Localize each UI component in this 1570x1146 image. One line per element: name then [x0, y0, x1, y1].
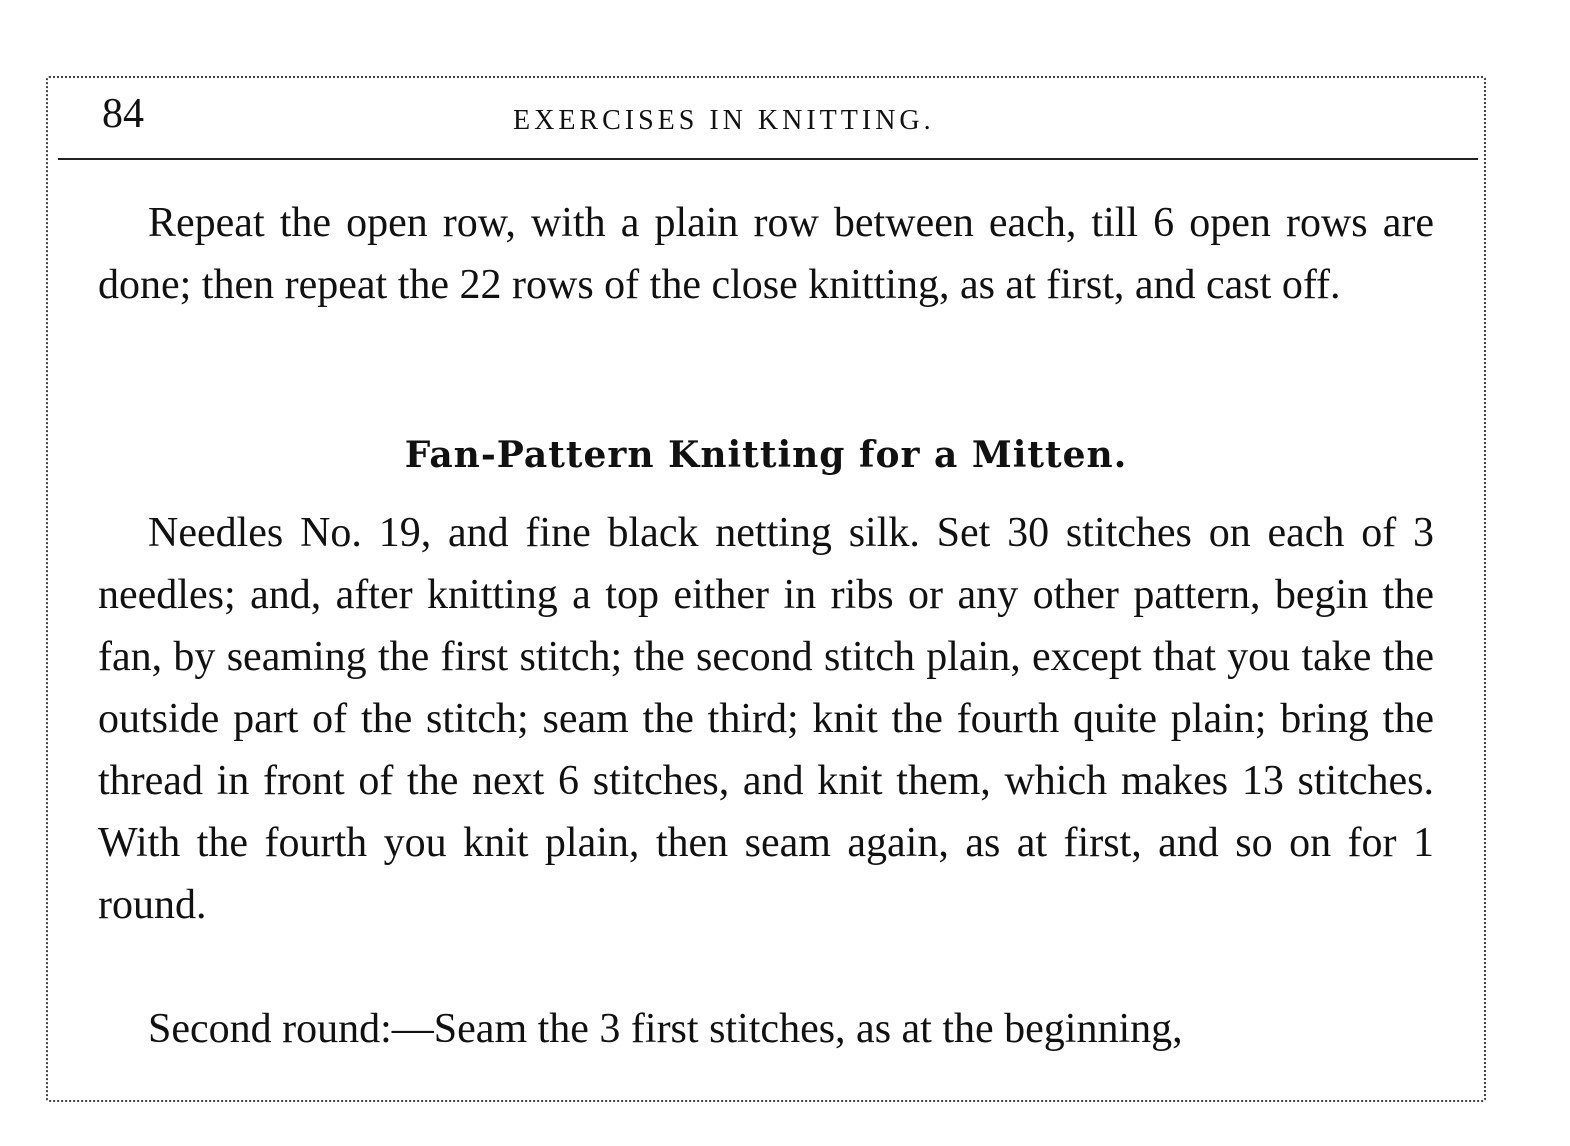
header-rule	[58, 158, 1478, 160]
paragraph-text: Needles No. 19, and fine black netting silk. Set 30 stitches on each of 3 needles; and, after knitting a top either in ribs or any other pattern, begin the fan, by seaming the first stitch; the second stitch plain, except that you take the outside part of the stitch; seam the third; knit the fourth quite plain; bring the thread in front of the next 6 stitches, and knit them, which makes 13 stitches. With the fourth you knit plain, then seam again, as at first, and so on for 1 round.	[98, 510, 1434, 928]
paragraph-open-rows	[98, 192, 1434, 316]
running-title: EXERCISES IN KNITTING.	[513, 105, 935, 136]
page-number: 84	[102, 91, 144, 137]
section-heading: Fan-Pattern Knitting for a Mitten.	[404, 434, 1128, 476]
paragraph-second-round	[98, 998, 1434, 1060]
paragraph-needles	[98, 502, 1434, 936]
paragraph-text: Repeat the open row, with a plain row between each, till 6 open rows are done; then repeat the 22 rows of the close knitting, as at first, and cast off.	[98, 200, 1434, 308]
running-head	[58, 90, 1478, 160]
paragraph-text: Second round:—Seam the 3 first stitches, as at the beginning,	[148, 1006, 1183, 1052]
